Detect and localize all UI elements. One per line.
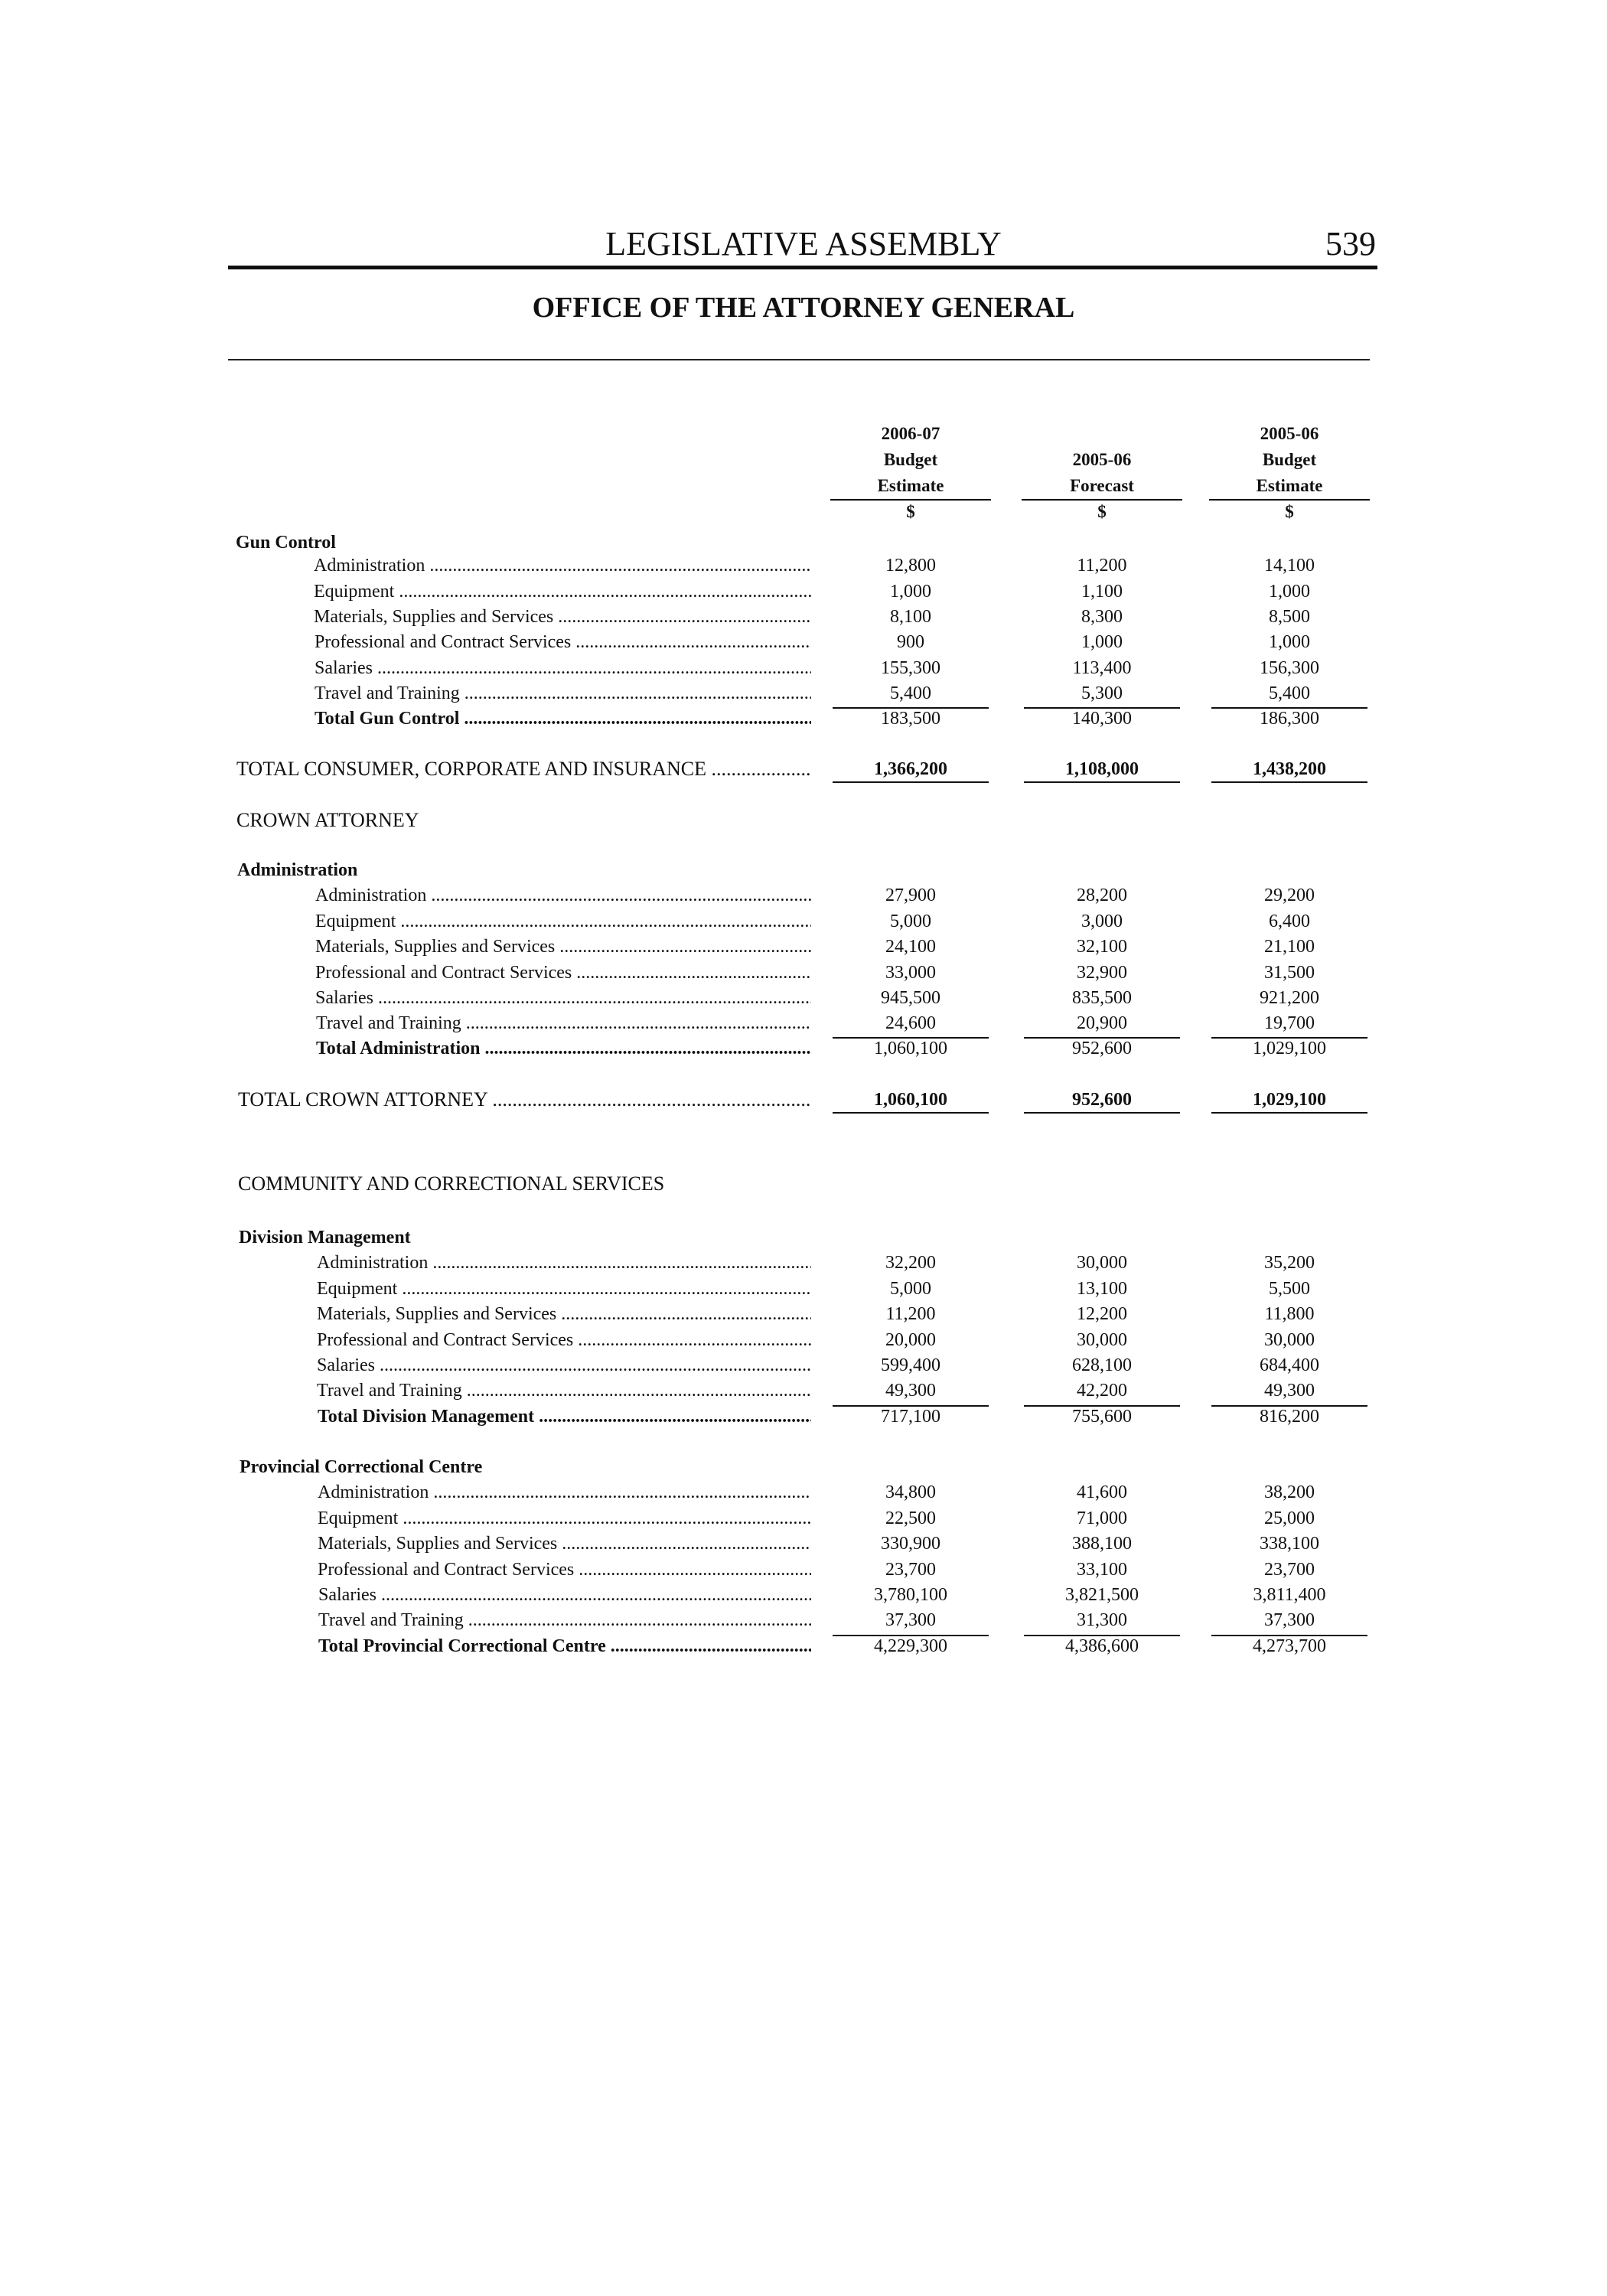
row-label: Total Division Management ..... <box>318 1404 811 1430</box>
cell-value: 41,600 <box>1077 1482 1127 1502</box>
cell-value: 952,600 <box>1072 1039 1132 1058</box>
cell-value: 29,200 <box>1264 885 1315 905</box>
table-row <box>0 655 1607 681</box>
cell-value: 900 <box>897 632 924 652</box>
subtotal-rule <box>1024 1405 1180 1407</box>
row-label: Materials, Supplies and Services ..... <box>314 604 811 630</box>
subtotal-rule <box>1024 707 1180 709</box>
cell-value: 1,060,100 <box>874 1090 947 1110</box>
column-header-2005-06-budget-estimate: 2005-06 Budget Estimate $ <box>1256 424 1323 521</box>
grand-total-row <box>0 756 1607 782</box>
cell-value: 921,200 <box>1260 988 1319 1008</box>
row-label: Equipment ..... <box>318 1505 811 1531</box>
table-row <box>0 1301 1607 1327</box>
cell-value: 6,400 <box>1269 912 1310 931</box>
cell-value: 31,500 <box>1264 963 1315 983</box>
cell-value: 3,821,500 <box>1065 1585 1139 1605</box>
table-row <box>0 1607 1607 1633</box>
page-header-title: LEGISLATIVE ASSEMBLY <box>605 225 1002 263</box>
cell-value: 1,438,200 <box>1253 759 1326 779</box>
table-row <box>0 908 1607 934</box>
cell-value: 1,000 <box>890 582 931 602</box>
row-label: Materials, Supplies and Services ..... <box>317 1301 811 1327</box>
row-label: Equipment ..... <box>317 1276 811 1302</box>
cell-value: 5,000 <box>890 912 931 931</box>
table-row <box>0 1505 1607 1531</box>
cell-value: 4,229,300 <box>874 1636 947 1656</box>
cell-value: 5,500 <box>1269 1279 1310 1299</box>
cell-value: 32,900 <box>1077 963 1127 983</box>
cell-value: 816,200 <box>1260 1407 1319 1427</box>
grand-total-rule <box>1024 1112 1180 1114</box>
cell-value: 5,400 <box>1269 683 1310 703</box>
cell-value: 23,700 <box>885 1560 936 1580</box>
table-row <box>0 604 1607 630</box>
row-label: Professional and Contract Services ..... <box>318 1557 811 1583</box>
section-heading-row <box>0 857 1607 883</box>
table-row <box>0 985 1607 1011</box>
cell-value: 28,200 <box>1077 885 1127 905</box>
cell-value: 3,780,100 <box>874 1585 947 1605</box>
table-row <box>0 1582 1607 1608</box>
cell-value: 30,000 <box>1077 1253 1127 1273</box>
cell-value: 30,000 <box>1264 1330 1315 1350</box>
subtotal-rule <box>1211 707 1367 709</box>
cell-value: 49,300 <box>1264 1381 1315 1401</box>
section-heading-row <box>0 1225 1607 1251</box>
cell-value: 32,100 <box>1077 937 1127 957</box>
row-label: Administration <box>237 860 358 880</box>
cell-value: 330,900 <box>881 1534 940 1554</box>
subtotal-rule <box>1211 1037 1367 1039</box>
cell-value: 27,900 <box>885 885 936 905</box>
row-label: Administration ..... <box>314 553 811 579</box>
cell-value: 155,300 <box>881 658 940 678</box>
cell-value: 4,273,700 <box>1253 1636 1326 1656</box>
column-header-2005-06-forecast: 2005-06 Forecast $ <box>1070 450 1134 521</box>
row-label: Equipment ..... <box>314 579 811 605</box>
subtotal-rule <box>1024 1635 1180 1636</box>
cell-value: 24,600 <box>885 1013 936 1033</box>
cell-value: 1,029,100 <box>1253 1090 1326 1110</box>
subtotal-rule <box>833 1635 989 1636</box>
cell-value: 156,300 <box>1260 658 1319 678</box>
cell-value: 8,300 <box>1081 607 1123 627</box>
table-row <box>0 1276 1607 1302</box>
cell-value: 1,000 <box>1269 632 1310 652</box>
cell-value: 1,366,200 <box>874 759 947 779</box>
row-label: Travel and Training ..... <box>316 1010 811 1036</box>
cell-value: 34,800 <box>885 1482 936 1502</box>
cell-value: 183,500 <box>881 709 940 729</box>
subtotal-rule <box>833 1037 989 1039</box>
subtotal-row <box>0 1633 1607 1659</box>
row-label: Total Gun Control ..... <box>315 706 811 732</box>
cell-value: 388,100 <box>1072 1534 1132 1554</box>
subtotal-rule <box>1024 1037 1180 1039</box>
row-label: Travel and Training ..... <box>317 1378 811 1404</box>
grand-total-rule <box>833 1112 989 1114</box>
table-row <box>0 1557 1607 1583</box>
cell-value: 4,386,600 <box>1065 1636 1139 1656</box>
cell-value: 1,100 <box>1081 582 1123 602</box>
row-label: Gun Control <box>236 533 336 553</box>
cell-value: 42,200 <box>1077 1381 1127 1401</box>
row-label: Administration ..... <box>315 882 811 908</box>
cell-value: 11,800 <box>1264 1304 1315 1324</box>
row-label: TOTAL CROWN ATTORNEY ..... <box>238 1087 811 1113</box>
grand-total-rule <box>1211 781 1367 783</box>
table-row <box>0 680 1607 706</box>
row-label: Administration ..... <box>317 1250 811 1276</box>
cell-value: 30,000 <box>1077 1330 1127 1350</box>
subtotal-row <box>0 1035 1607 1062</box>
column-header-underline <box>830 499 991 501</box>
cell-value: 3,000 <box>1081 912 1123 931</box>
cell-value: 835,500 <box>1072 988 1132 1008</box>
table-row <box>0 1479 1607 1505</box>
subtotal-rule <box>833 707 989 709</box>
row-label: CROWN ATTORNEY <box>236 809 419 831</box>
cell-value: 599,400 <box>881 1355 940 1375</box>
row-label: Travel and Training ..... <box>315 680 811 706</box>
cell-value: 11,200 <box>1077 556 1127 576</box>
row-label: Salaries ..... <box>317 1352 811 1378</box>
subtotal-row <box>0 706 1607 732</box>
cell-value: 37,300 <box>885 1610 936 1630</box>
table-row <box>0 1378 1607 1404</box>
cell-value: 338,100 <box>1260 1534 1319 1554</box>
cell-value: 25,000 <box>1264 1508 1315 1528</box>
row-label: COMMUNITY AND CORRECTIONAL SERVICES <box>238 1172 665 1195</box>
subtotal-row <box>0 1404 1607 1430</box>
cell-value: 186,300 <box>1260 709 1319 729</box>
cell-value: 140,300 <box>1072 709 1132 729</box>
cell-value: 37,300 <box>1264 1610 1315 1630</box>
row-label: Materials, Supplies and Services ..... <box>318 1531 811 1557</box>
row-label: TOTAL CONSUMER, CORPORATE AND INSURANCE ..... <box>236 756 811 782</box>
table-row <box>0 1352 1607 1378</box>
cell-value: 3,811,400 <box>1253 1585 1326 1605</box>
cell-value: 33,100 <box>1077 1560 1127 1580</box>
row-label: Materials, Supplies and Services ..... <box>315 934 811 960</box>
row-label: Total Administration ..... <box>316 1035 811 1062</box>
cell-value: 21,100 <box>1264 937 1315 957</box>
section-heading-row <box>0 530 1607 556</box>
column-header-2006-07-budget-estimate: 2006-07 Budget Estimate $ <box>877 424 944 521</box>
cell-value: 14,100 <box>1264 556 1315 576</box>
cell-value: 23,700 <box>1264 1560 1315 1580</box>
subtotal-rule <box>1211 1405 1367 1407</box>
cell-value: 8,100 <box>890 607 931 627</box>
cell-value: 1,000 <box>1269 582 1310 602</box>
row-label: Division Management <box>239 1228 411 1247</box>
cell-value: 1,108,000 <box>1065 759 1139 779</box>
cell-value: 38,200 <box>1264 1482 1315 1502</box>
cell-value: 19,700 <box>1264 1013 1315 1033</box>
subtotal-rule <box>1211 1635 1367 1636</box>
table-row <box>0 960 1607 986</box>
table-row <box>0 553 1607 579</box>
cell-value: 32,200 <box>885 1253 936 1273</box>
table-row <box>0 882 1607 908</box>
group-heading-row <box>0 1171 1607 1197</box>
cell-value: 8,500 <box>1269 607 1310 627</box>
group-heading-row <box>0 807 1607 833</box>
cell-value: 945,500 <box>881 988 940 1008</box>
row-label: Equipment ..... <box>315 908 811 934</box>
cell-value: 684,400 <box>1260 1355 1319 1375</box>
cell-value: 22,500 <box>885 1508 936 1528</box>
column-header-underline <box>1022 499 1182 501</box>
grand-total-row <box>0 1087 1607 1113</box>
cell-value: 20,900 <box>1077 1013 1127 1033</box>
row-label: Professional and Contract Services ..... <box>315 629 811 655</box>
cell-value: 113,400 <box>1072 658 1132 678</box>
cell-value: 13,100 <box>1077 1279 1127 1299</box>
cell-value: 11,200 <box>885 1304 936 1324</box>
cell-value: 71,000 <box>1077 1508 1127 1528</box>
grand-total-rule <box>1024 781 1180 783</box>
cell-value: 1,029,100 <box>1253 1039 1326 1058</box>
cell-value: 33,000 <box>885 963 936 983</box>
table-row <box>0 629 1607 655</box>
row-label: Administration ..... <box>318 1479 811 1505</box>
cell-value: 12,800 <box>885 556 936 576</box>
row-label: Salaries ..... <box>315 985 811 1011</box>
section-heading-row <box>0 1454 1607 1480</box>
table-row <box>0 1010 1607 1036</box>
table-row <box>0 934 1607 960</box>
cell-value: 20,000 <box>885 1330 936 1350</box>
row-label: Salaries ..... <box>318 1582 811 1608</box>
page-subtitle: OFFICE OF THE ATTORNEY GENERAL <box>532 292 1075 324</box>
row-label: Salaries ..... <box>315 655 811 681</box>
cell-value: 12,200 <box>1077 1304 1127 1324</box>
page-number: 539 <box>1325 225 1376 263</box>
grand-total-rule <box>833 781 989 783</box>
table-row <box>0 1531 1607 1557</box>
cell-value: 755,600 <box>1072 1407 1132 1427</box>
cell-value: 24,100 <box>885 937 936 957</box>
cell-value: 1,000 <box>1081 632 1123 652</box>
cell-value: 5,300 <box>1081 683 1123 703</box>
cell-value: 5,400 <box>890 683 931 703</box>
row-label: Travel and Training ..... <box>318 1607 811 1633</box>
table-row <box>0 1327 1607 1353</box>
row-label: Professional and Contract Services ..... <box>317 1327 811 1353</box>
cell-value: 5,000 <box>890 1279 931 1299</box>
grand-total-rule <box>1211 1112 1367 1114</box>
cell-value: 717,100 <box>881 1407 940 1427</box>
subtotal-rule <box>833 1405 989 1407</box>
table-row <box>0 579 1607 605</box>
cell-value: 952,600 <box>1072 1090 1132 1110</box>
cell-value: 628,100 <box>1072 1355 1132 1375</box>
row-label: Professional and Contract Services ..... <box>315 960 811 986</box>
cell-value: 35,200 <box>1264 1253 1315 1273</box>
table-row <box>0 1250 1607 1276</box>
cell-value: 1,060,100 <box>874 1039 947 1058</box>
cell-value: 49,300 <box>885 1381 936 1401</box>
cell-value: 31,300 <box>1077 1610 1127 1630</box>
column-header-underline <box>1209 499 1370 501</box>
row-label: Total Provincial Correctional Centre ..... <box>318 1633 811 1659</box>
row-label: Provincial Correctional Centre <box>240 1457 483 1477</box>
